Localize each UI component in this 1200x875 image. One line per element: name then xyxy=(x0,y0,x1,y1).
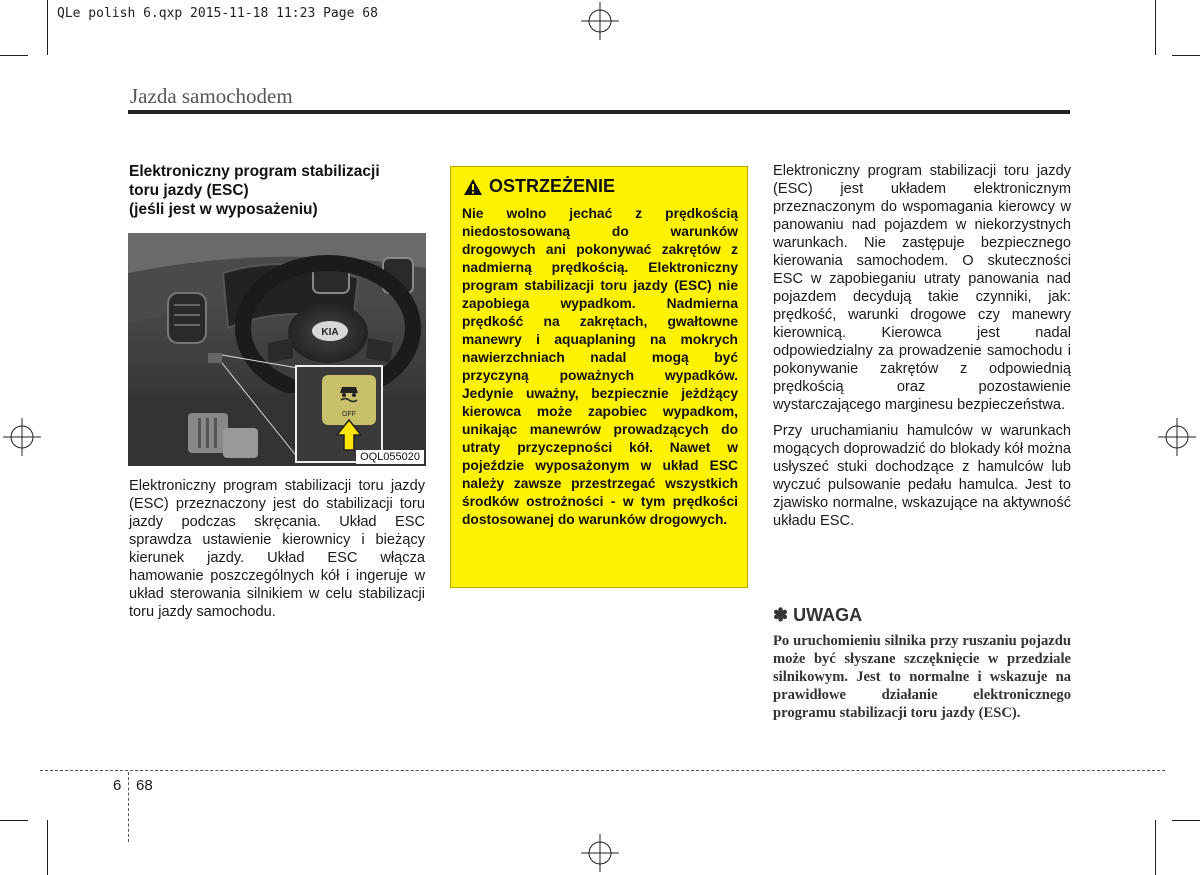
registration-mark-left xyxy=(3,418,41,456)
warning-triangle-icon xyxy=(463,178,483,196)
crop-mark xyxy=(0,55,28,56)
header-rule xyxy=(128,110,1070,114)
chapter-number: 6 xyxy=(113,777,122,794)
warning-title xyxy=(463,176,615,197)
warning-text: Nie wolno jechać z prędkością niedostosowaną do warunków drogowych ani pokonywać zakrętów z nadmierną prędkością. Elektroniczny program stabilizacji toru jazdy (ESC) nie zapobiega wypadkom. Nadmierna prędkość na zakrętach, gwałtowne manewry i aquaplaning na mokrych nawierzchniach nadal mogą być przyczyną poważnych wypadków. Jedynie uważny, bezpiecznie jeżdżący kierowca może zapobiec wypadkom, unikając manewrów prowadzących do utraty przyczepności kół. Nawet w pojeździe wyposażonym w układ ESC należy zawsze przestrzegać wszystkich środków ostrożności - w tym prędkości dostosowanej do warunków drogowych. xyxy=(462,206,738,527)
registration-mark-bottom xyxy=(581,834,619,872)
warning-box xyxy=(450,166,748,588)
registration-mark-top xyxy=(581,2,619,40)
note-asterisk-icon: ✽ xyxy=(773,605,789,625)
paragraph: Przy uruchamianiu hamulców w warunkach mogących doprowadzić do blokady kół można usłyszeć stuki dochodzące z hamulców lub wyczuć pulsowanie pedału hamulca. Jest to zjawisko normalne, wskazujące na aktywność układu ESC. xyxy=(773,423,1071,529)
heading-line: Elektroniczny program stabilizacji xyxy=(129,163,380,180)
note-title: UWAGA xyxy=(793,605,863,625)
svg-text:KIA: KIA xyxy=(321,327,339,338)
crop-mark xyxy=(47,820,48,875)
crop-mark xyxy=(1172,55,1200,56)
footer-divider xyxy=(128,772,129,842)
footer-rule xyxy=(40,770,1165,771)
right-column xyxy=(773,162,1071,538)
heading-line: toru jazdy (ESC) xyxy=(129,182,249,199)
heading-line: (jeśli jest w wyposażeniu) xyxy=(129,201,318,218)
note-text: Po uruchomieniu silnika przy ruszaniu pojazdu może być słyszane szczęknięcie w przedziale silnikowym. Jest to normalne i wskazuje na prawidłowe działanie elektronicznego programu stabilizacji toru jazdy (ESC). xyxy=(773,633,1071,721)
print-slug: QLe polish 6.qxp 2015-11-18 11:23 Page 68 xyxy=(57,6,378,21)
warning-title-text: OSTRZEŻENIE xyxy=(489,176,616,196)
dashboard-photo xyxy=(128,233,426,466)
esc-off-label: OFF xyxy=(342,411,356,418)
crop-mark xyxy=(0,820,28,821)
crop-mark xyxy=(1155,0,1156,55)
page-number: 68 xyxy=(136,777,153,794)
photo-code: OQL055020 xyxy=(356,450,424,464)
paragraph: Elektroniczny program stabilizacji toru jazdy (ESC) jest układem elektronicznym przeznaczonym do wspomagania kierowcy w panowaniu nad pojazdem w niekorzystnych warunkach. Nie zastępuje bezpiecznego kierowania samochodem. O skuteczności ESC w zapobieganiu utraty panowania nad pojazdem decydują takie czynniki, jak: prędkość, warunki drogowe czy manewry kierownicą. Kierowca jest nadal odpowiedzialny za prowadzenie samochodu i pokonywanie zakrętów z odpowiednią prędkością oraz pozostawienie wystarczającego marginesu bezpieczeństwa. xyxy=(773,163,1071,413)
note-heading xyxy=(773,605,862,626)
dashboard-illustration xyxy=(128,233,426,466)
esc-description: Elektroniczny program stabilizacji toru jazdy (ESC) przeznaczony jest do stabilizacji toru jazdy podczas skręcania. Układ ESC sprawdza ustawienie kierownicy i bieżący kierunek jazdy. Układ ESC włącza hamowanie poszczególnych kół i ingeruje w układ sterowania silnikiem w celu stabilizacji toru jazdy samochodu. xyxy=(129,478,425,620)
crop-mark xyxy=(47,0,48,55)
section-title: Jazda samochodem xyxy=(130,84,293,108)
section-heading xyxy=(129,162,429,219)
crop-mark xyxy=(1172,820,1200,821)
registration-mark-right xyxy=(1158,418,1196,456)
crop-mark xyxy=(1155,820,1156,875)
